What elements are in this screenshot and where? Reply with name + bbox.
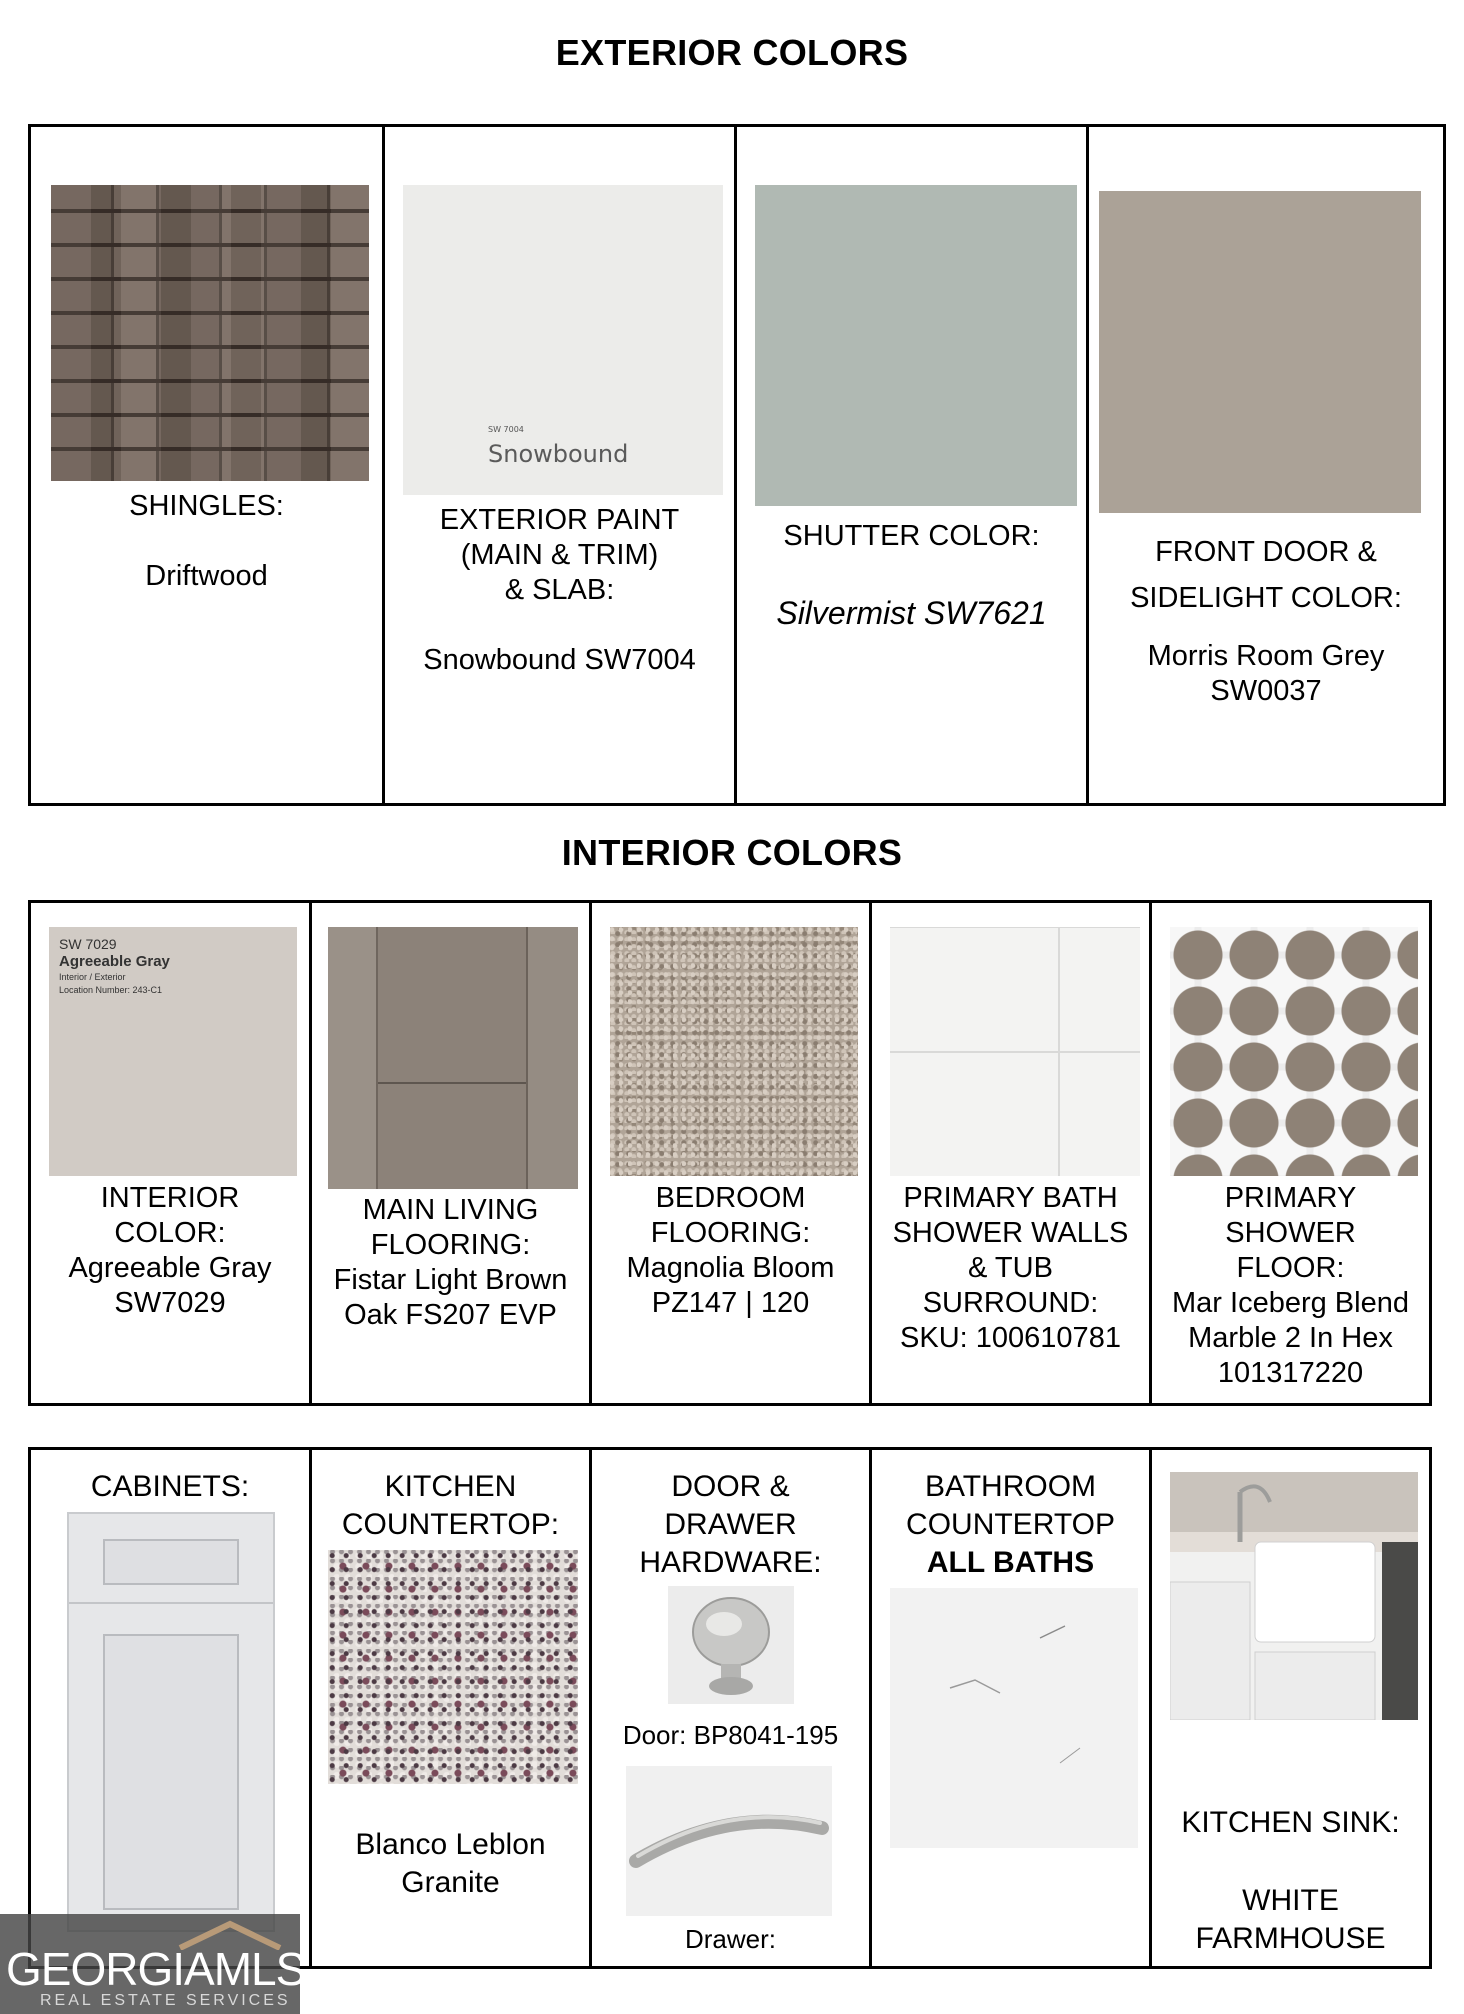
bath-walls-text (872, 1181, 1149, 1356)
shutter-cell (737, 127, 1089, 803)
agreeable-swatch-name: Agreeable Gray (59, 953, 170, 970)
snowbound-swatch-code: SW 7004 (488, 425, 524, 434)
pull-image (626, 1766, 832, 1916)
bath-line-2: SHOWER WALLS (892, 1217, 1129, 1249)
bath-counter-line-1: BATHROOM (924, 1470, 1097, 1503)
bedroom-flooring-text (592, 1181, 869, 1321)
bedroom-line-2: FLOORING: (650, 1217, 811, 1249)
shower-line-5: Marble 2 In Hex (1188, 1322, 1393, 1354)
door-value-2: SW0037 (1210, 675, 1322, 707)
interior-color-cell (31, 903, 312, 1403)
farmhouse-sink-icon (1170, 1472, 1418, 1720)
bath-line-3: & TUB (968, 1252, 1053, 1284)
snowbound-swatch (403, 185, 723, 495)
living-line-3: Fistar Light Brown (333, 1264, 568, 1296)
shingles-cell (31, 127, 385, 803)
hardware-door: Door: BP8041-195 (622, 1720, 839, 1750)
bedroom-line-3: Magnolia Bloom (626, 1252, 835, 1284)
bath-counter-line-3: ALL BATHS (926, 1546, 1095, 1579)
paint-value: Snowbound SW7004 (423, 644, 696, 676)
door-cell (1089, 127, 1443, 803)
countertop-cell (312, 1450, 592, 1966)
fixtures-grid (28, 1447, 1432, 1969)
bath-counter-title (872, 1468, 1149, 1582)
hardware-line-3: HARDWARE: (639, 1546, 822, 1579)
bath-line-4: SURROUND: (922, 1287, 1099, 1319)
shingles-title: SHINGLES: (129, 490, 284, 522)
countertop-value-2: Granite (401, 1866, 500, 1899)
sink-title: KITCHEN SINK: (1181, 1806, 1400, 1839)
hardware-cell (592, 1450, 872, 1966)
cabinets-title: CABINETS: (90, 1470, 250, 1503)
sink-image (1170, 1472, 1418, 1720)
carpet-swatch (610, 927, 858, 1176)
bath-line-5: SKU: 100610781 (900, 1322, 1121, 1354)
shingles-value: Driftwood (145, 560, 268, 592)
agreeable-swatch-code: SW 7029 (59, 936, 117, 952)
hardware-title (592, 1468, 869, 1582)
door-value-1: Morris Room Grey (1147, 640, 1385, 672)
sink-value-2: FARMHOUSE (1195, 1922, 1386, 1955)
interior-color-line-4: SW7029 (114, 1287, 226, 1319)
shower-floor-text (1152, 1181, 1429, 1391)
exterior-heading: EXTERIOR COLORS (555, 32, 909, 73)
hex-marble-swatch (1170, 927, 1418, 1176)
cabinets-cell (31, 1450, 312, 1966)
interior-color-line-2: COLOR: (114, 1217, 226, 1249)
white-tile-swatch (890, 927, 1140, 1176)
interior-color-text (31, 1181, 309, 1321)
countertop-value-1: Blanco Leblon (355, 1828, 546, 1861)
bedroom-line-1: BEDROOM (655, 1182, 806, 1214)
living-line-2: FLOORING: (370, 1229, 531, 1261)
shingles-text (31, 489, 382, 594)
countertop-line-1: KITCHEN (384, 1470, 517, 1503)
bedroom-line-4: PZ147 | 120 (651, 1287, 810, 1319)
shower-line-4: Mar Iceberg Blend (1172, 1287, 1409, 1319)
pull-icon (626, 1766, 832, 1916)
shutter-text (737, 519, 1086, 631)
living-line-4: Oak FS207 EVP (344, 1299, 557, 1331)
door-text (1089, 529, 1443, 709)
countertop-value (312, 1826, 589, 1902)
agreeable-swatch-sub2: Location Number: 243-C1 (59, 985, 163, 995)
watermark-brand: GEORGIAMLS (6, 1943, 306, 1995)
interior-heading: INTERIOR COLORS (561, 832, 903, 873)
cabinet-swatch (67, 1512, 275, 1932)
knob-image (668, 1586, 794, 1704)
agreeable-gray-swatch (49, 927, 297, 1176)
paint-cell (385, 127, 737, 803)
knob-icon (668, 1586, 794, 1704)
living-line-1: MAIN LIVING (362, 1194, 539, 1226)
shingles-swatch (51, 185, 369, 481)
countertop-title (312, 1468, 589, 1544)
paint-text (385, 503, 734, 678)
bath-counter-line-2: COUNTERTOP (906, 1508, 1115, 1541)
door-title-1: FRONT DOOR & (1155, 536, 1377, 568)
bedroom-flooring-cell (592, 903, 872, 1403)
watermark-tagline: REAL ESTATE SERVICES (40, 1992, 291, 2009)
shutter-title: SHUTTER COLOR: (783, 520, 1040, 552)
bath-line-1: PRIMARY BATH (903, 1182, 1118, 1214)
wood-floor-swatch (328, 927, 578, 1189)
marble-veins-icon (890, 1588, 1138, 1848)
living-flooring-cell (312, 903, 592, 1403)
agreeable-swatch-sub1: Interior / Exterior (59, 972, 126, 982)
granite-swatch (328, 1550, 578, 1784)
interior-color-line-3: Agreeable Gray (68, 1252, 272, 1284)
georgia-mls-watermark (0, 1914, 306, 2014)
morris-grey-swatch (1099, 191, 1421, 513)
snowbound-swatch-name: Snowbound (488, 440, 629, 468)
shower-line-2: SHOWER (1225, 1217, 1356, 1249)
paint-title-2: (MAIN & TRIM) (460, 539, 659, 571)
living-flooring-text (312, 1193, 589, 1333)
hardware-drawer: Drawer: (684, 1924, 776, 1954)
paint-title-1: EXTERIOR PAINT (439, 504, 680, 536)
quartz-swatch (890, 1588, 1138, 1848)
interior-grid (28, 900, 1432, 1406)
sink-cell (1152, 1450, 1429, 1966)
shower-line-1: PRIMARY (1224, 1182, 1357, 1214)
sink-value-1: WHITE (1242, 1884, 1339, 1917)
shower-line-6: 101317220 (1217, 1357, 1364, 1389)
bath-walls-cell (872, 903, 1152, 1403)
hardware-line-1: DOOR & (671, 1470, 790, 1503)
shutter-value: Silvermist SW7621 (776, 595, 1047, 631)
hardware-line-2: DRAWER (664, 1508, 797, 1541)
bath-counter-cell (872, 1450, 1152, 1966)
paint-title-3: & SLAB: (504, 574, 615, 606)
door-title-2: SIDELIGHT COLOR: (1130, 582, 1402, 614)
silvermist-swatch (755, 185, 1077, 506)
countertop-line-2: COUNTERTOP: (341, 1508, 560, 1541)
exterior-grid (28, 124, 1446, 806)
shower-floor-cell (1152, 903, 1429, 1403)
interior-color-line-1: INTERIOR (100, 1182, 240, 1214)
sink-value (1152, 1882, 1429, 1958)
shower-line-3: FLOOR: (1236, 1252, 1345, 1284)
